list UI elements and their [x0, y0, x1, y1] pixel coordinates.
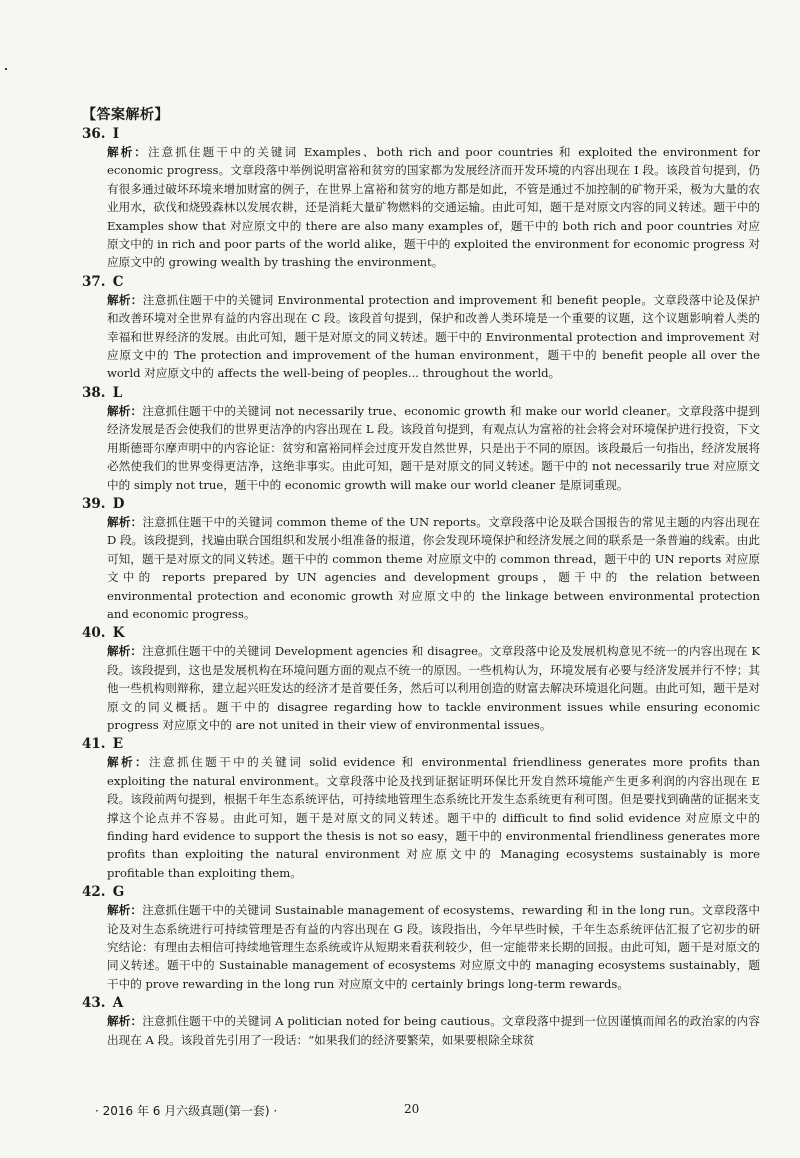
question-number: 37. [82, 273, 106, 290]
explanation [82, 513, 760, 623]
answer-heading [82, 624, 760, 642]
explanation-text: 注意抓住题干中的关键词 Environmental protection and improvement 和 benefit people。文章段落中论及保护和改善环境对全世界有益的内容出现在 C 段。该段首句提到，保护和改善人类环境是一个重要的议题，这个议题影响着人类的幸福和世界经济的发展。由此可知，题干是对原文的同义转述。题干中的 Environmental protection and improvement 对应原文中的 The protection and improvement of the human environment，题干中的 benefit people all over the world 对应原文中的 affects the well-being of peoples... throughout the world。 [107, 292, 760, 381]
explanation-label: 解析： [107, 755, 150, 770]
answer-heading [82, 384, 760, 402]
question-number: 36. [82, 126, 106, 142]
explanation-label: 解析： [107, 903, 143, 918]
explanation-label: 解析： [107, 514, 143, 529]
explanation-text: 注意抓住题干中的关键词 Development agencies 和 disagree。文章段落中论及发展机构意见不统一的内容出现在 K 段。该段提到，这也是发展机构在环境问题方面的观点不统一的原因。一些机构认为，环境发展有必要与经济发展并行不悖；其他一些机构则辩称，建立起兴旺发达的经济才是首要任务，然后可以利用创造的财富去解决环境退化问题。由此可知，题干是对原文的同义概括。题干中的 disagree regarding how to tackle environment issues while ensuring economic progress 对应原文中的 are not united in their view of environmental issues。 [107, 644, 760, 732]
answer-letter: E [112, 736, 123, 753]
answer-letter: K [112, 625, 125, 642]
question-number: 39. [82, 495, 106, 512]
question-number: 38. [82, 384, 106, 401]
answer-heading [82, 735, 760, 753]
explanation [82, 291, 760, 383]
answer-heading [82, 994, 760, 1012]
explanation-label: 解析： [107, 292, 143, 307]
question-number: 43. [82, 995, 106, 1012]
explanation [82, 402, 760, 494]
explanation [82, 901, 760, 993]
explanation-text: 注意抓住题干中的关键词 Examples、both rich and poor countries 和 exploited the environment for economic progress。文章段落中举例说明富裕和贫穷的国家都为发展经济而开发环境的内容出现在 I 段。该段首句提到，仍有很多通过破坏环境来增加财富的例子，在世界上富裕和贫穷的地方都是如此，不管是通过不加控制的矿物开采，极为大量的农业用水，砍伐和烧毁森林以发展农耕，还是消耗大量矿物燃料的交通运输。由此可知，题干是对原文内容的同义转述。题干中的 Examples show that 对应原文中的 there are also many examples of，题干中的 both rich and poor countries 对应原文中的 in rich and poor parts of the world alike，题干中的 exploited the environment for economic progress 对应原文中的 growing wealth by trashing the environment。 [107, 145, 760, 270]
explanation [82, 143, 760, 272]
explanation [82, 1012, 760, 1049]
answer-heading [82, 495, 760, 513]
answer-item [82, 273, 760, 383]
explanation-text: 注意抓住题干中的关键词 Sustainable management of ecosystems、rewarding 和 in the long run。文章段落中论及对生态系统进行可持续管理是否有益的内容出现在 G 段。该段指出，今年早些时候，千年生态系统评估汇报了它初步的研究结论：有理由去相信可持续地管理生态系统或许从短期来看获利较少，但一定能带来长期的回报。由此可知，题干是对原文的同义转述。题干中的 Sustainable management of ecosystems 对应原文中的 managing ecosystems sustainably，题干中的 prove rewarding in the long run 对应原文中的 certainly brings long-term rewards。 [107, 903, 760, 991]
answer-letter: C [112, 273, 124, 290]
answer-item [82, 624, 760, 734]
answer-letter: A [112, 995, 124, 1012]
answer-letter: L [112, 384, 123, 401]
question-number: 40. [82, 625, 106, 642]
answer-item [82, 125, 760, 272]
explanation-label: 解析： [107, 1014, 143, 1029]
answer-item [82, 495, 760, 623]
explanation-label: 解析： [107, 145, 148, 159]
explanation-text: 注意抓住题干中的关键词 not necessarily true、economic growth 和 make our world cleaner。文章段落中提到经济发展是否会使我们的世界更洁净的内容出现在 L 段。该段首句提到，有观点认为富裕的社会将会对环境保护进行投资，下文用斯德哥尔摩声明中的内容论证：贫穷和富裕同样会过度开发自然世界，只是出于不同的原因。该段最后一句指出，经济发展将必然使我们的世界变得更洁净，这绝非事实。由此可知，题干是对原文的同义转述。题干中的 not necessarily true 对应原文中的 simply not true，题干中的 economic growth will make our world cleaner 是原词重现。 [107, 403, 760, 492]
answer-item [82, 994, 760, 1049]
answer-letter: G [112, 884, 125, 901]
answer-item [82, 883, 760, 993]
answer-letter: D [112, 495, 125, 512]
question-number: 42. [82, 884, 106, 901]
explanation-label: 解析： [107, 644, 143, 659]
answer-item [82, 384, 760, 494]
scan-speck [5, 68, 7, 70]
explanation [82, 753, 760, 882]
explanation-label: 解析： [107, 403, 143, 418]
page-number: 20 [404, 1102, 420, 1116]
answer-heading [82, 883, 760, 901]
page-footer: · 2016 年 6 月六级真题(第一套) · [95, 1104, 278, 1118]
answer-item [82, 735, 760, 882]
explanation-text: 注意抓住题干中的关键词 solid evidence 和 environmental friendliness generates more profits than exploiting the natural environment。文章段落中论及找到证据证明环保比开发自然环境能产生更多利润的内容出现在 E 段。该段前两句提到，根据千年生态系统评估，可持续地管理生态系统比开发生态系统更有利可图。但是要找到确凿的证据来支撑这个论点并不容易。由此可知，题干是对原文的同义转述。题干中的 difficult to find solid evidence 对应原文中的 finding hard evidence to support the thesis is not so easy，题干中的 environmental friendliness generates more profits than exploiting the natural environment 对应原文中的 Managing ecosystems sustainably is more profitable than exploiting them。 [107, 755, 760, 880]
answer-page [82, 104, 760, 1050]
answer-letter: I [112, 126, 120, 142]
question-number: 41. [82, 736, 106, 753]
explanation-text: 注意抓住题干中的关键词 common theme of the UN reports。文章段落中论及联合国报告的常见主题的内容出现在 D 段。该段提到，找遍由联合国组织和发展小组准备的报道，你会发现环境保护和经济发展之间的联系是一条普遍的线索。由此可知，题干是对原文的同义转述。题干中的 common theme 对应原文中的 common thread，题干中的 UN reports 对应原文中的 reports prepared by UN agencies and development groups，题干中的 the relation between environmental protection and economic growth 对应原文中的 the linkage between environmental protection and economic progress。 [107, 514, 760, 621]
section-title: 【答案解析】 [82, 107, 169, 123]
explanation [82, 642, 760, 734]
answer-list [82, 125, 760, 1049]
answer-heading [82, 125, 760, 143]
answer-heading [82, 273, 760, 291]
explanation-text: 注意抓住题干中的关键词 A politician noted for being cautious。文章段落中提到一位因谨慎而闻名的政治家的内容出现在 A 段。该段首先引用了一段话：“如果我们的经济要繁荣，如果要根除全球贫 [107, 1014, 760, 1047]
